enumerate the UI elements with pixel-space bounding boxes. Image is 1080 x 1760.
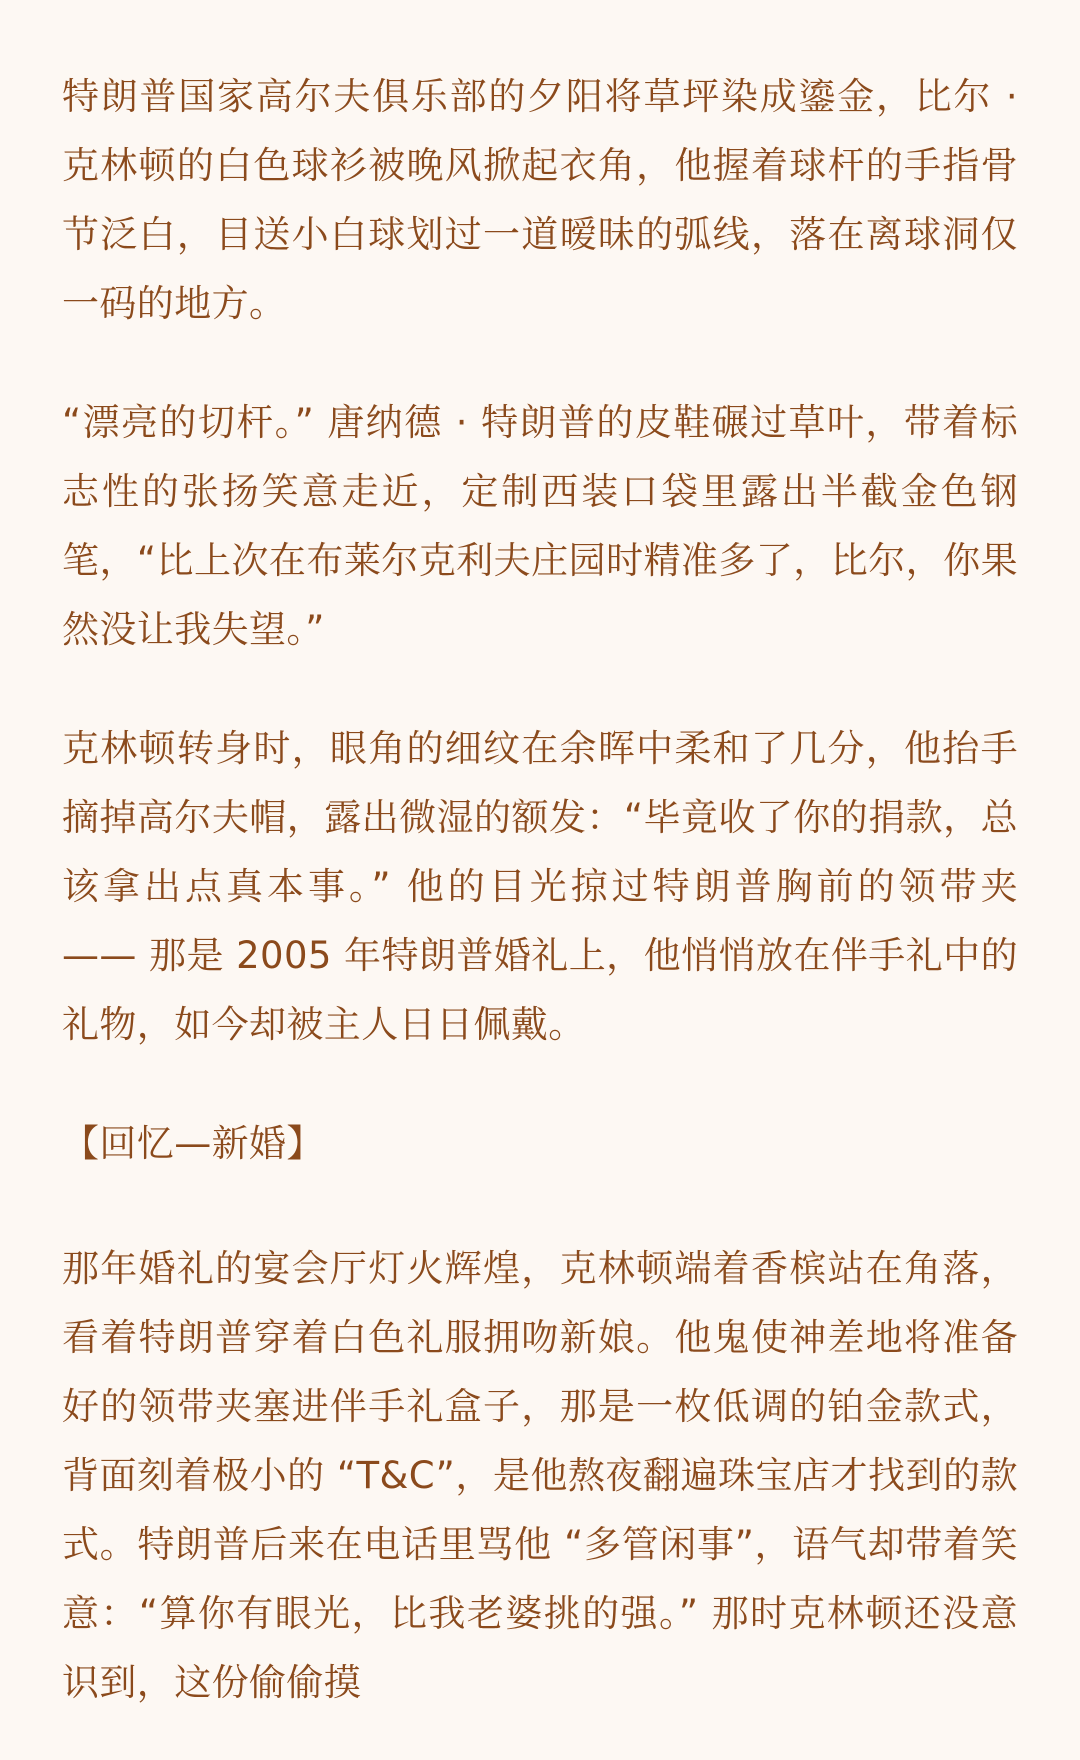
paragraph-2: “漂亮的切杆。” 唐纳德 · 特朗普的皮鞋碾过草叶，带着标志性的张扬笑意走近，定制西装口袋里露出半截金色钢笔，“比上次在布莱尔克利夫庄园时精准多了，比尔，你果然没让我失望。”: [62, 401, 1018, 651]
section-heading: 【回忆—新婚】: [62, 1122, 324, 1165]
paragraph-3: 克林顿转身时，眼角的细纹在余晖中柔和了几分，他抬手摘掉高尔夫帽，露出微湿的额发：“毕竟收了你的捐款，总该拿出点真本事。” 他的目光掠过特朗普胸前的领带夹 —— 那是 2005 年特朗普婚礼上，他悄悄放在伴手礼中的礼物，如今却被主人日日佩戴。: [62, 727, 1018, 1046]
paragraph-4: 那年婚礼的宴会厅灯火辉煌，克林顿端着香槟站在角落，看着特朗普穿着白色礼服拥吻新娘。他鬼使神差地将准备好的领带夹塞进伴手礼盒子，那是一枚低调的铂金款式，背面刻着极小的 “T&C”，是他熬夜翻遍珠宝店才找到的款式。特朗普后来在电话里骂他 “多管闲事”，语气却带着笑意：“算你有眼光，比我老婆挑的强。” 那时克林顿还没意识到，这份偷偷摸: [62, 1247, 1018, 1704]
paragraph-1: 特朗普国家高尔夫俱乐部的夕阳将草坪染成鎏金，比尔 · 克林顿的白色球衫被晚风掀起衣角，他握着球杆的手指骨节泛白，目送小白球划过一道暧昧的弧线，落在离球洞仅一码的地方。: [62, 75, 1018, 325]
